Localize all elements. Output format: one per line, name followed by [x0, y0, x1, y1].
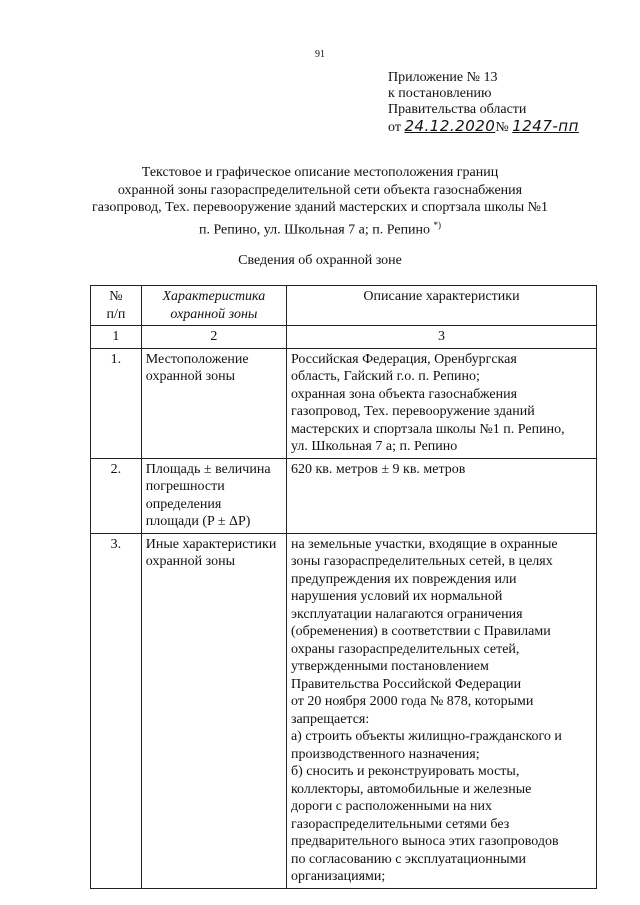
header-number-line-2: п/п [106, 306, 126, 322]
header-number [91, 286, 142, 326]
annex-resolution: к постановлению [388, 86, 492, 101]
table-row [91, 348, 597, 458]
title-line-4 [60, 217, 580, 239]
char-line: Площадь ± величина [145, 461, 271, 477]
header-characteristic [141, 286, 286, 326]
footnote-mark: *) [433, 219, 442, 230]
index-cell-3: 3 [286, 326, 596, 349]
row-description [286, 348, 596, 458]
desc-line: запрещается: [290, 711, 370, 727]
annex-government: Правительства области [388, 102, 527, 117]
annex-from-label: от [388, 120, 401, 135]
row-description [286, 533, 596, 888]
desc-line: область, Гайский г.о. п. Репино; [290, 369, 480, 384]
desc-line: 620 кв. метров ± 9 кв. метров [290, 461, 466, 477]
desc-line: на земельные участки, входящие в охранные [290, 536, 558, 552]
table-index-row [91, 326, 597, 349]
table-header-row [91, 286, 597, 326]
char-line: площади (P ± ΔP) [145, 514, 251, 529]
annex-title: Приложение № 13 [388, 70, 498, 85]
index-cell-1: 1 [91, 326, 142, 349]
desc-line: (обременения) в соответствии с Правилами [290, 624, 551, 639]
row-number: 3. [91, 533, 142, 888]
annex-number-label: № [495, 120, 509, 135]
char-line: охранной зоны [145, 369, 235, 384]
desc-line: производственного назначения; [290, 746, 480, 762]
page-number: 91 [315, 49, 325, 60]
desc-line: предупреждения их повреждения или [290, 571, 517, 587]
desc-line: от 20 ноября 2000 года № 878, которыми [290, 694, 534, 709]
desc-line: по согласованию с эксплуатационными [290, 851, 526, 867]
desc-line: газопровод, Тех. перевооружение зданий [290, 404, 535, 419]
row-characteristic [141, 533, 286, 888]
desc-line: зоны газораспределительных сетей, в целях [290, 554, 553, 569]
title-line-2: охранной зоны газораспределительной сети объекта газоснабжения [117, 182, 523, 198]
desc-line: предварительного выноса этих газопроводов [290, 834, 559, 849]
desc-line: утвержденными постановлением [290, 659, 489, 674]
annex-date-line [388, 118, 579, 136]
char-line: Иные характеристики [145, 536, 277, 552]
desc-line: ул. Школьная 7 а; п. Репино [290, 439, 458, 454]
desc-line: организациями; [290, 869, 386, 884]
desc-line: нарушения условий их нормальной [290, 589, 503, 604]
title-line-3: газопровод, Тех. перевооружение зданий мастерских и спортзала школы №1 [91, 200, 549, 215]
index-cell-2: 2 [141, 326, 286, 349]
desc-line: мастерских и спортзала школы №1 п. Репино, [290, 421, 565, 437]
char-line: определения [145, 496, 222, 512]
header-number-line-1: № [109, 289, 123, 304]
desc-line: охранная зона объекта газоснабжения [290, 386, 518, 402]
header-characteristic-line-2: охранной зоны [170, 306, 258, 322]
section-subtitle: Сведения об охранной зоне [238, 253, 402, 268]
document-title [60, 164, 580, 239]
desc-line: Правительства Российской Федерации [290, 676, 522, 692]
handwritten-number: 1247-пп [512, 117, 579, 135]
desc-line: коллекторы, автомобильные и железные [290, 781, 532, 797]
desc-line: эксплуатации налагаются ограничения [290, 606, 523, 622]
annex-block [388, 70, 579, 136]
desc-line: дороги с расположенными на них [290, 799, 493, 814]
handwritten-date: 24.12.2020 [404, 117, 496, 135]
desc-line: газораспределительными сетями без [290, 816, 510, 832]
table-row [91, 533, 597, 888]
row-number: 2. [91, 458, 142, 533]
zone-table [90, 285, 597, 889]
desc-line: охраны газораспределительных сетей, [290, 641, 520, 657]
desc-line: Российская Федерация, Оренбургская [290, 351, 517, 367]
char-line: Местоположение [145, 351, 249, 367]
row-description [286, 458, 596, 533]
header-characteristic-line-1: Характеристика [162, 289, 266, 304]
title-line-4-text: п. Репино, ул. Школьная 7 а; п. Репино [198, 222, 431, 238]
desc-line: б) сносить и реконструировать мосты, [290, 764, 520, 779]
title-line-1: Текстовое и графическое описание местоположения границ [141, 165, 499, 180]
row-characteristic [141, 348, 286, 458]
row-characteristic [141, 458, 286, 533]
char-line: охранной зоны [145, 554, 235, 569]
row-number: 1. [91, 348, 142, 458]
char-line: погрешности [145, 479, 225, 494]
header-description: Описание характеристики [286, 286, 596, 326]
desc-line: а) строить объекты жилищно-гражданского и [290, 729, 562, 744]
table-row [91, 458, 597, 533]
